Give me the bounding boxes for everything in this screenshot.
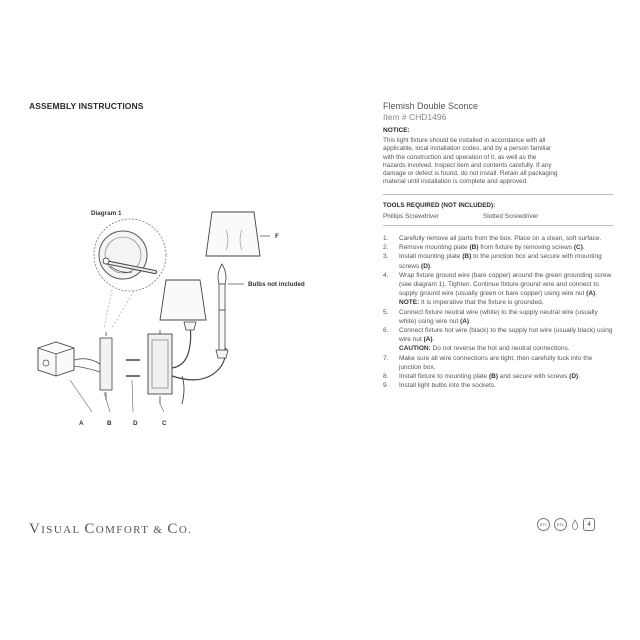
step-item: 6. Connect fixture hot wire (black) to the supply hot wire (usually black) using wire nut (A).: [383, 327, 613, 344]
damp-location-icon: [571, 519, 579, 531]
tools-heading: TOOLS REQUIRED (NOT INCLUDED):: [383, 202, 496, 209]
product-title: Flemish Double Sconce: [383, 101, 479, 111]
item-number: Item # CHD1496: [383, 112, 447, 122]
junction-box: [38, 342, 74, 376]
label-a: A: [79, 420, 84, 427]
page-number: 4: [583, 518, 595, 531]
etl-icon: ETL: [537, 518, 550, 531]
label-b: B: [107, 420, 112, 427]
notice-heading: NOTICE:: [383, 127, 410, 134]
shade-f: [206, 212, 260, 256]
tool-item: Phillips Screwdriver: [383, 213, 439, 220]
step-item: 7. Make sure all wire connections are tight, then carefully tuck into the junction box.: [383, 354, 593, 371]
step-item: 8. Install fixture to mounting plate (B) and secure with screws (D).: [383, 373, 581, 381]
step-item: 2. Remove mounting plate (B) from fixture by removing screws (C).: [383, 244, 585, 252]
step-item: 5. Connect fixture neutral wire (white) to the supply neutral wire (usually white) using wire nut (A).: [383, 308, 598, 325]
note-line: NOTE: It is imperative that the fixture is grounded.: [399, 299, 544, 307]
bulb: [218, 264, 226, 284]
label-f: F: [275, 233, 279, 240]
label-d: D: [133, 420, 138, 427]
step-item: 4. Wrap fixture ground wire (bare copper) around the green grounding screw (see diagram 1). Tighten. Continue fixture ground wire and connect to supply ground wire (usually green or bare copper) using wire nut (A).: [383, 271, 612, 298]
etl-listed-icon: ETL: [554, 518, 567, 531]
step-item: 3. Install mounting plate (B) to the junction box and secure with mounting screws (D).: [383, 253, 602, 270]
assembly-diagram: [30, 200, 330, 440]
instruction-steps: [383, 234, 613, 390]
label-c: C: [162, 420, 167, 427]
caution-line: CAUTION: Do not reverse the hot and neutral connections.: [399, 345, 570, 353]
brand-logo: VISUAL COMFORT & CO.: [29, 521, 193, 537]
tool-item: Slotted Screwdriver: [483, 213, 539, 220]
fixture-backplate: [148, 334, 172, 394]
divider: [383, 225, 613, 226]
shade: [160, 280, 206, 320]
certification-marks: [537, 518, 595, 531]
tools-list: [383, 213, 613, 220]
label-bulbs: Bulbs not included: [248, 281, 305, 288]
divider: [383, 194, 613, 195]
notice-text: This light fixture should be installed in accordance with all applicable, local installation codes, and by a person familiar with the construction and operation of it, as well as the hazards involved. Inspect item and contents carefully. If any damage or defect is found, do not install. Retain all packaging material until installation is complete and approved.: [383, 137, 558, 186]
step-item: 9. Install light bulbs into the sockets.: [383, 382, 496, 390]
assembly-heading: ASSEMBLY INSTRUCTIONS: [29, 101, 144, 111]
diagram1-label: Diagram 1: [91, 210, 122, 217]
mounting-plate: [100, 338, 112, 390]
step-item: 1. Carefully remove all parts from the box. Place on a clean, soft surface.: [383, 235, 602, 242]
